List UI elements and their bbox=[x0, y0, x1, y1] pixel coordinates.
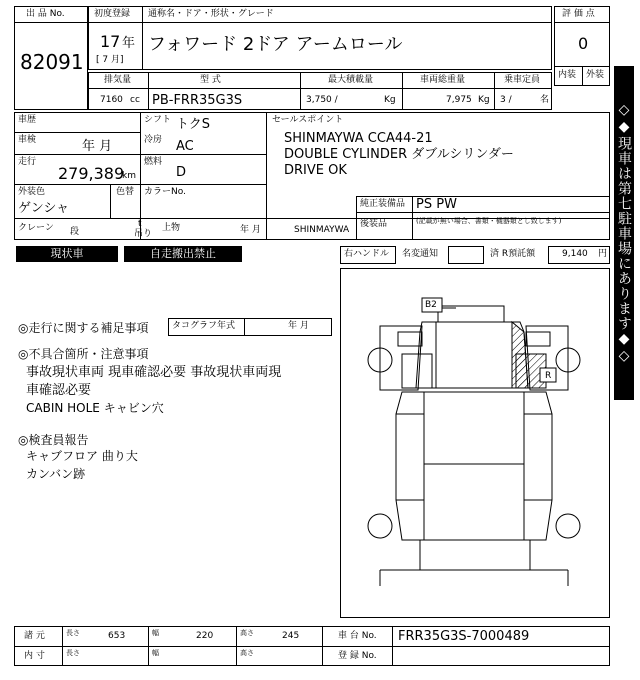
defects-line-2: 車確認必要 bbox=[26, 383, 92, 398]
upper-maker: SHINMAYWA bbox=[294, 225, 350, 235]
tacho-value: 年 月 bbox=[288, 321, 309, 331]
defects-label: ◎不具合箇所・注意事項 bbox=[18, 347, 149, 361]
model-label: 型 式 bbox=[200, 75, 221, 85]
score-label: 評 価 点 bbox=[562, 9, 595, 19]
lot-number-label: 出 品 No. bbox=[26, 9, 65, 19]
inspection-value: 年 月 bbox=[82, 139, 113, 154]
mileage: 279,389 bbox=[58, 164, 125, 183]
interior-score-label: 内装 bbox=[558, 70, 577, 80]
lot-number: 82091 bbox=[20, 50, 84, 74]
length-label: 長さ bbox=[66, 629, 80, 637]
mileage-unit: km bbox=[122, 171, 136, 181]
gross-weight-unit: Kg bbox=[478, 95, 490, 105]
color-label: 外装色 bbox=[18, 187, 46, 197]
height-label: 高さ bbox=[240, 629, 254, 637]
first-reg-month: [ 7 月] bbox=[96, 55, 124, 65]
sales-point-2: DOUBLE CYLINDER ダブルシリンダー bbox=[284, 147, 514, 162]
displacement: 7160 bbox=[100, 95, 123, 105]
interior-dims-label: 内 寸 bbox=[24, 651, 45, 661]
capacity: 3 / bbox=[500, 95, 512, 105]
chassis-label: 車 台 No. bbox=[338, 631, 377, 641]
displacement-label: 排気量 bbox=[104, 75, 132, 85]
right-hand: 右ハンドル bbox=[344, 249, 390, 259]
equipment-value: PS PW bbox=[416, 197, 457, 212]
registration-label: 登 録 No. bbox=[338, 651, 377, 661]
length-label-2: 長さ bbox=[66, 649, 80, 657]
parking-location-banner: ◇◆現車は第七駐車場にあります◆◇ bbox=[614, 66, 634, 400]
max-load: 3,750 / bbox=[306, 95, 338, 105]
post-install-note: (記載が無い場合、書類・機器類とし致します) bbox=[416, 217, 562, 225]
model: PB-FRR35G3S bbox=[152, 93, 243, 108]
capacity-label: 乗車定員 bbox=[504, 75, 541, 85]
displacement-unit: cc bbox=[130, 95, 140, 105]
inspector-label: ◎検査員報告 bbox=[18, 433, 89, 447]
wheel-rear-left bbox=[368, 514, 392, 538]
width-label-2: 幅 bbox=[152, 649, 159, 657]
name-change-label: 名変通知 bbox=[402, 249, 439, 259]
upper-label: 上物 bbox=[162, 223, 181, 233]
crane-ton: t bbox=[138, 219, 142, 229]
fuel-label: 燃料 bbox=[144, 157, 163, 167]
upper-value: 年 月 bbox=[240, 225, 261, 235]
wheel-rear-right bbox=[556, 514, 580, 538]
name-change-box bbox=[448, 246, 484, 264]
color: ゲンシャ bbox=[18, 201, 70, 216]
aircon: AC bbox=[176, 139, 194, 154]
color-number-label: カラーNo. bbox=[144, 187, 186, 197]
width-label: 幅 bbox=[152, 629, 159, 637]
length: 653 bbox=[108, 631, 126, 641]
recycle-value: 9,140 bbox=[562, 249, 588, 259]
defects-line-1: 事故現状車両 現車確認必要 事故現状車両現 bbox=[26, 365, 282, 380]
chassis-number: FRR35G3S-7000489 bbox=[398, 629, 530, 644]
inspection-label: 車検 bbox=[18, 135, 37, 145]
capacity-unit: 名 bbox=[540, 95, 550, 105]
tacho-label: タコグラフ年式 bbox=[172, 321, 236, 331]
color-change-label: 色替 bbox=[116, 187, 135, 197]
height-label-2: 高さ bbox=[240, 649, 254, 657]
equipment-label: 純正装備品 bbox=[360, 199, 406, 209]
crane-hoist: 吊り bbox=[134, 229, 153, 239]
recycle-unit: 円 bbox=[598, 249, 608, 259]
current-status-badge: 現状車 bbox=[16, 246, 118, 262]
first-reg-label: 初度登録 bbox=[94, 9, 131, 19]
driving-supp-label: ◎走行に関する補足事項 bbox=[18, 321, 149, 335]
inspector-line-1: キャブフロア 曲り大 bbox=[26, 449, 138, 463]
max-load-label: 最大積載量 bbox=[328, 75, 374, 85]
crane-label: クレーン bbox=[18, 223, 54, 233]
no-self-drive-badge: 自走搬出禁止 bbox=[124, 246, 242, 262]
post-install-label: 後装品 bbox=[360, 219, 388, 229]
cab-outline bbox=[416, 322, 528, 388]
year-unit: 年 bbox=[122, 36, 136, 51]
shift: トクS bbox=[176, 117, 210, 132]
shift-label: シフト bbox=[144, 115, 172, 125]
height: 245 bbox=[282, 631, 300, 641]
sales-points-label: セールスポイント bbox=[272, 115, 344, 125]
title-label: 通称名・ドア・形状・グレード bbox=[148, 9, 274, 19]
history-label: 車歴 bbox=[18, 115, 37, 125]
marker-r: R bbox=[545, 371, 552, 381]
exterior-score-label: 外装 bbox=[586, 70, 605, 80]
gross-weight: 7,975 bbox=[446, 95, 472, 105]
sales-point-3: DRIVE OK bbox=[284, 163, 347, 178]
sales-point-1: SHINMAYWA CCA44-21 bbox=[284, 131, 433, 146]
truck-diagram bbox=[340, 268, 610, 618]
mileage-label: 走行 bbox=[18, 157, 37, 167]
width: 220 bbox=[196, 631, 214, 641]
inspector-line-2: カンバン跡 bbox=[26, 467, 86, 481]
gross-weight-label: 車両総重量 bbox=[420, 75, 466, 85]
fuel: D bbox=[176, 165, 187, 180]
vehicle-title: フォワード 2ドア アームロール bbox=[148, 34, 403, 55]
recycle-label: 済 R預託額 bbox=[490, 249, 536, 259]
crane-stage: 段 bbox=[70, 227, 80, 237]
first-reg-year: 17 bbox=[100, 32, 121, 51]
score: 0 bbox=[578, 34, 589, 53]
defects-line-3: CABIN HOLE キャビン穴 bbox=[26, 401, 164, 415]
aircon-label: 冷房 bbox=[144, 135, 163, 145]
marker-b2: B2 bbox=[425, 300, 437, 310]
dims-label: 諸 元 bbox=[24, 631, 45, 641]
max-load-unit: Kg bbox=[384, 95, 396, 105]
